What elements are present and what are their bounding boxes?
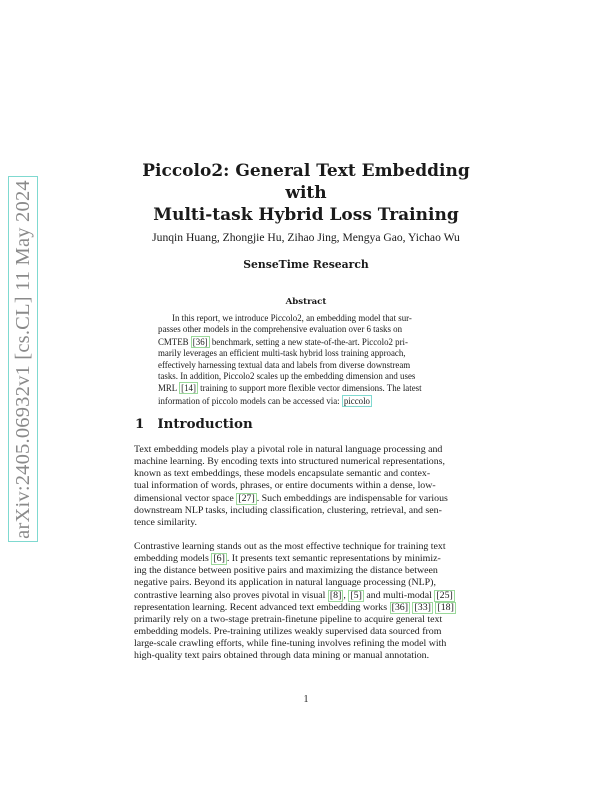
paragraph-line: machine learning. By encoding texts into structured numerical representations,	[134, 456, 445, 468]
abstract-heading: Abstract	[285, 297, 327, 307]
abstract-line	[158, 395, 453, 407]
paragraph-line	[134, 602, 478, 614]
paper-title	[120, 160, 492, 226]
arxiv-identifier-text: arXiv:2405.06932v1 [cs.CL] 11 May 2024	[11, 179, 34, 539]
paragraph-line	[134, 590, 478, 602]
citation-link[interactable]: [14]	[181, 383, 196, 394]
paragraph-line: Contrastive learning stands out as the most effective technique for training text	[134, 541, 446, 552]
abstract-line: marily leverages an efficient multi-task hybrid loss training approach,	[158, 348, 406, 359]
abstract-text: information of piccolo models can be accessed via:	[158, 395, 342, 406]
abstract-line	[158, 336, 453, 348]
abstract-text: benchmark, setting a new state-of-the-art. Piccolo2 pri-	[209, 336, 408, 347]
citation-link[interactable]: [36]	[391, 601, 409, 613]
paragraph-line: primarily rely on a two-stage pretrain-finetune pipeline to acquire general text	[134, 613, 443, 625]
abstract-line: In this report, we introduce Piccolo2, an embedding model that sur-	[172, 313, 412, 323]
section-title: Introduction	[157, 416, 253, 432]
abstract-line: effectively harnessing textual data and labels from diverse downstream	[158, 359, 411, 370]
paragraph-text: . Such embeddings are indispensable for various	[256, 492, 448, 504]
paragraph-line: large-scale crawling efforts, while fine-tuning involves refining the model with	[134, 638, 447, 650]
intro-paragraph-2	[134, 541, 478, 663]
paragraph-line: embedding models. Pre-training utilizes weakly supervised data sourced from	[134, 626, 442, 638]
piccolo-link[interactable]: piccolo	[343, 395, 370, 406]
citation-link[interactable]: [36]	[192, 336, 208, 347]
citation-link[interactable]: [6]	[213, 553, 225, 565]
citation-link[interactable]: [8]	[329, 589, 342, 601]
page-number: 1	[303, 694, 309, 705]
abstract-line	[158, 382, 453, 394]
paragraph-text: ,	[343, 589, 349, 601]
section-number: 1	[135, 416, 145, 432]
abstract-line: tasks. In addition, Piccolo2 scales up the embedding dimension and uses	[158, 371, 416, 382]
paragraph-line: tual information of words, phrases, or entire documents within a dense, low-	[134, 480, 436, 492]
paragraph-line	[134, 553, 478, 565]
citation-link[interactable]: [25]	[436, 589, 453, 601]
paragraph-line: negative pairs. Beyond its application in natural language processing (NLP),	[134, 577, 436, 589]
paragraph-text: . It presents text semantic representations by minimiz-	[226, 553, 441, 565]
abstract-text: MRL	[158, 383, 180, 394]
paragraph-line: ing the distance between positive pairs and maximizing the distance between	[134, 565, 438, 577]
intro-paragraph-1	[134, 444, 478, 529]
citation-link[interactable]: [5]	[350, 589, 362, 601]
arxiv-identifier-stamp[interactable]	[8, 176, 38, 542]
paragraph-line	[134, 493, 478, 505]
title-line-1: Piccolo2: General Text Embedding with	[142, 161, 470, 203]
section-heading	[135, 416, 253, 432]
paragraph-text: representation learning. Recent advanced text embedding works	[134, 601, 390, 613]
affiliation: SenseTime Research	[243, 258, 369, 271]
paragraph-text: embedding models	[134, 553, 212, 565]
author-list: Junqin Huang, Zhongjie Hu, Zihao Jing, Mengya Gao, Yichao Wu	[152, 231, 460, 244]
paragraph-line: known as text embeddings, these models encapsulate semantic and contex-	[134, 468, 431, 480]
paragraph-text: and multi-modal	[363, 589, 435, 601]
paragraph-line: tence similarity.	[134, 516, 197, 528]
paragraph-line: high-quality text pairs obtained through data mining or manual annotation.	[134, 650, 430, 662]
abstract-text: CMTEB	[158, 336, 191, 347]
abstract-text: training to support more flexible vector dimensions. The latest	[197, 383, 422, 394]
paragraph-line: downstream NLP tasks, including classification, clustering, retrieval, and sen-	[134, 504, 442, 516]
paragraph-text: contrastive learning also proves pivotal in visual	[134, 589, 328, 601]
citation-link[interactable]: [27]	[238, 492, 255, 504]
abstract-body	[158, 313, 453, 407]
citation-link[interactable]: [18]	[437, 601, 454, 613]
paragraph-text: dimensional vector space	[134, 492, 237, 504]
citation-link[interactable]: [33]	[414, 601, 431, 613]
abstract-line: passes other models in the comprehensive evaluation over 6 tasks on	[158, 324, 403, 335]
title-line-2: Multi-task Hybrid Loss Training	[153, 205, 459, 225]
paragraph-line: Text embedding models play a pivotal role in natural language processing and	[134, 444, 443, 455]
